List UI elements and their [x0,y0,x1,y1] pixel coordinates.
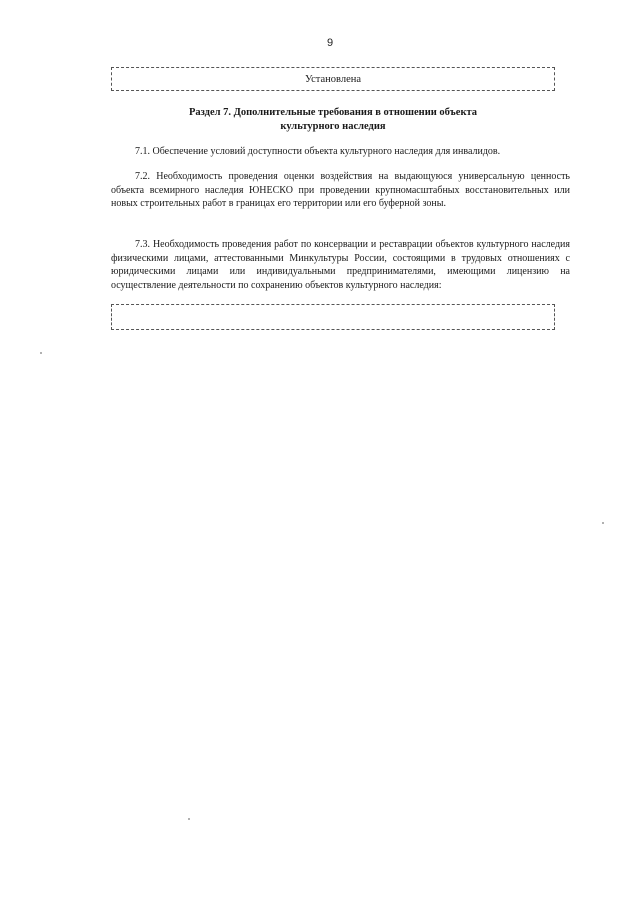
paragraph-7-2: 7.2. Необходимость проведения оценки воздействия на выдающуюся универсальную ценность объекта всемирного наследия ЮНЕСКО при проведении крупномасштабных восстановительных или новых строительных работ в границах его территории или его буферной зоны. [111,171,570,209]
section-heading-line-1: Раздел 7. Дополнительные требования в отношении объекта [188,107,478,118]
paragraph-7-1: 7.1. Обеспечение условий доступности объекта культурного наследия для инвалидов. [135,146,501,157]
status-label: Установлена [304,73,362,85]
section-heading [111,106,555,134]
section-heading-line-2: культурного наследия [280,121,386,132]
empty-field-box [111,304,555,330]
scan-speck [40,352,42,354]
status-field-box [111,67,555,91]
page-number: 9 [326,37,334,49]
paragraph-7-3: 7.3. Необходимость проведения работ по консервации и реставрации объектов культурного наследия физическими лицами, аттестованными Минкультуры России, состоящими в трудовых отношениях с юридическими лицами или индивидуальными предпринимателями, имеющими лицензию на осуществление деятельности по сохранению объектов культурного наследия: [111,239,570,291]
scan-speck [602,522,604,524]
scan-speck [188,818,190,820]
